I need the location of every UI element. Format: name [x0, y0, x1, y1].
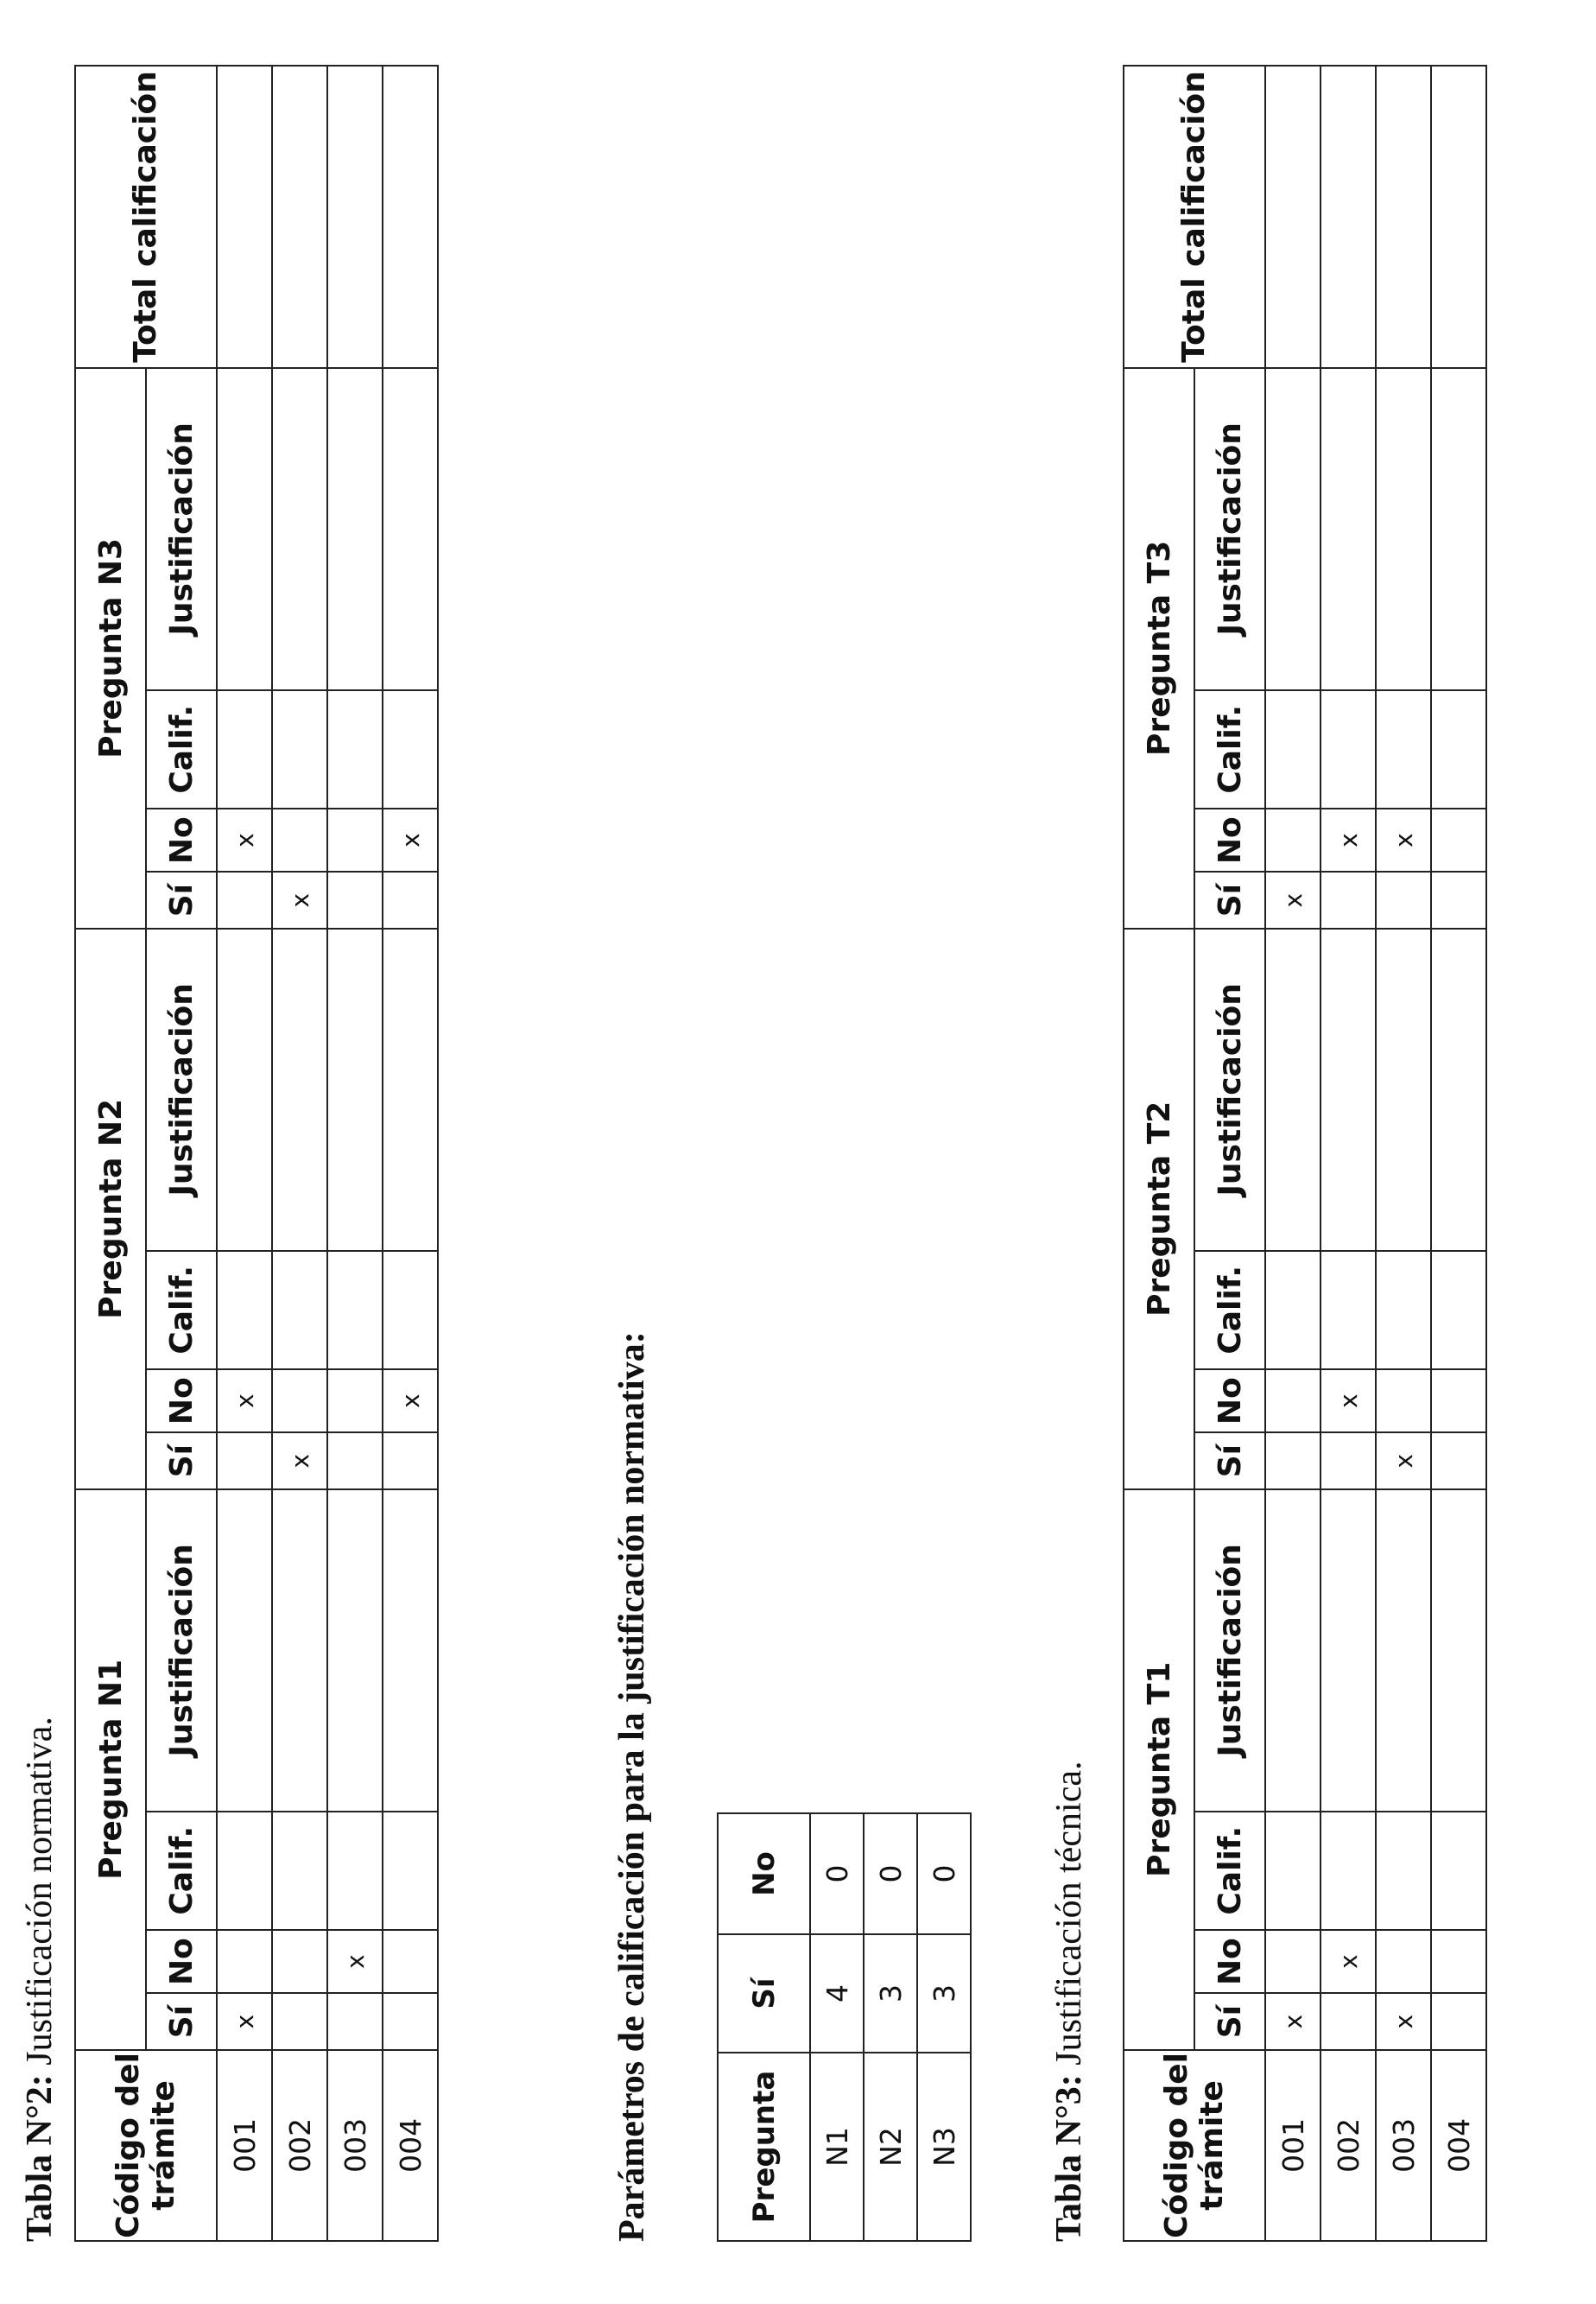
justificacion-cell — [327, 1489, 383, 1812]
justificacion-cell — [1376, 368, 1431, 690]
table3-group-t1: Pregunta T1 — [1124, 1489, 1194, 2050]
total-cell — [217, 66, 272, 368]
params-si-cell: 3 — [917, 1934, 971, 2053]
table2-no-header: No — [146, 1930, 217, 1994]
justificacion-cell — [272, 1489, 327, 1812]
si-cell — [1320, 1432, 1376, 1488]
table2-calif-header: Calif. — [146, 1812, 217, 1930]
params-no-cell: 0 — [810, 1813, 864, 1934]
justificacion-cell — [1376, 1489, 1431, 1812]
no-cell — [272, 1930, 327, 1994]
total-cell — [1431, 66, 1486, 368]
justificacion-cell — [383, 368, 438, 690]
params-heading: Parámetros de calificación para la justificación normativa: — [612, 1331, 652, 2242]
params-no-header: No — [718, 1813, 810, 1934]
table2-group-n2: Pregunta N2 — [75, 929, 146, 1489]
table3-no-header: No — [1194, 1930, 1265, 1994]
si-cell: x — [1265, 873, 1320, 929]
code-cell: 004 — [1431, 2050, 1486, 2241]
table3-group-t3: Pregunta T3 — [1124, 368, 1194, 929]
calif-cell — [383, 1812, 438, 1930]
calif-cell — [1265, 1812, 1320, 1930]
si-cell: x — [1376, 1432, 1431, 1488]
params-pregunta-cell: N2 — [864, 2053, 917, 2241]
total-cell — [1320, 66, 1376, 368]
calif-cell — [1320, 1812, 1376, 1930]
justificacion-cell — [1376, 929, 1431, 1251]
no-cell — [1431, 809, 1486, 873]
calif-cell — [1320, 1251, 1376, 1369]
si-cell — [1265, 1432, 1320, 1488]
table2-total-header: Total calificación — [75, 66, 217, 368]
justificacion-cell — [217, 929, 272, 1251]
si-cell — [1376, 873, 1431, 929]
table2-si-header: Sí — [146, 1993, 217, 2049]
si-cell — [272, 1993, 327, 2049]
no-cell: x — [1320, 1930, 1376, 1994]
no-cell: x — [1320, 809, 1376, 873]
table3 — [1123, 65, 1487, 2242]
params-si-cell: 4 — [810, 1934, 864, 2053]
total-cell — [383, 66, 438, 368]
si-cell — [327, 873, 383, 929]
calif-cell — [217, 690, 272, 809]
calif-cell — [383, 690, 438, 809]
total-cell — [272, 66, 327, 368]
calif-cell — [383, 1251, 438, 1369]
total-cell — [327, 66, 383, 368]
table3-no-header: No — [1194, 1369, 1265, 1433]
no-cell — [1265, 809, 1320, 873]
table2-si-header: Sí — [146, 873, 217, 929]
justificacion-cell — [272, 929, 327, 1251]
justificacion-cell — [1320, 1489, 1376, 1812]
table2-calif-header: Calif. — [146, 1251, 217, 1369]
table3-code-header: Código del trámite — [1124, 2050, 1265, 2241]
table3-calif-header: Calif. — [1194, 1812, 1265, 1930]
no-cell — [383, 1930, 438, 1994]
table3-si-header: Sí — [1194, 1993, 1265, 2049]
params-pregunta-cell: N3 — [917, 2053, 971, 2241]
table2-no-header: No — [146, 1369, 217, 1433]
no-cell — [1265, 1930, 1320, 1994]
table3-si-header: Sí — [1194, 873, 1265, 929]
table2-si-header: Sí — [146, 1432, 217, 1488]
si-cell — [383, 1432, 438, 1488]
calif-cell — [1431, 1251, 1486, 1369]
si-cell: x — [1376, 1993, 1431, 2049]
justificacion-cell — [327, 929, 383, 1251]
table2-calif-header: Calif. — [146, 690, 217, 809]
table-row — [1376, 66, 1431, 2241]
table-row — [327, 66, 383, 2241]
table3-group-t2: Pregunta T2 — [1124, 929, 1194, 1489]
code-cell: 001 — [1265, 2050, 1320, 2241]
si-cell — [1320, 1993, 1376, 2049]
si-cell — [217, 873, 272, 929]
params-no-cell: 0 — [864, 1813, 917, 1934]
no-cell — [327, 1369, 383, 1433]
code-cell: 002 — [1320, 2050, 1376, 2241]
si-cell: x — [272, 873, 327, 929]
table-row — [1265, 66, 1320, 2241]
si-cell: x — [217, 1993, 272, 2049]
calif-cell — [327, 1812, 383, 1930]
total-cell — [1265, 66, 1320, 368]
calif-cell — [327, 1251, 383, 1369]
params-si-cell: 3 — [864, 1934, 917, 2053]
no-cell: x — [217, 809, 272, 873]
justificacion-cell — [1431, 1489, 1486, 1812]
table3-justificacion-header: Justificación — [1194, 1489, 1265, 1812]
calif-cell — [217, 1812, 272, 1930]
si-cell: x — [272, 1432, 327, 1488]
params-pregunta-cell: N1 — [810, 2053, 864, 2241]
code-cell: 003 — [1376, 2050, 1431, 2241]
calif-cell — [1265, 690, 1320, 809]
calif-cell — [1265, 1251, 1320, 1369]
justificacion-cell — [1265, 929, 1320, 1251]
calif-cell — [1376, 1251, 1431, 1369]
params-pregunta-header: Pregunta — [718, 2053, 810, 2241]
si-cell — [327, 1993, 383, 2049]
no-cell — [272, 1369, 327, 1433]
no-cell — [1265, 1369, 1320, 1433]
code-cell: 002 — [272, 2050, 327, 2241]
table3-calif-header: Calif. — [1194, 1251, 1265, 1369]
si-cell: x — [1265, 1993, 1320, 2049]
no-cell: x — [217, 1369, 272, 1433]
si-cell — [1431, 873, 1486, 929]
table-row — [1320, 66, 1376, 2241]
calif-cell — [217, 1251, 272, 1369]
code-cell: 001 — [217, 2050, 272, 2241]
calif-cell — [1431, 690, 1486, 809]
no-cell: x — [1320, 1369, 1376, 1433]
si-cell — [1431, 1432, 1486, 1488]
calif-cell — [1320, 690, 1376, 809]
table2-code-header: Código del trámite — [75, 2050, 217, 2241]
no-cell: x — [383, 809, 438, 873]
si-cell — [383, 873, 438, 929]
table3-calif-header: Calif. — [1194, 690, 1265, 809]
table2-caption: Tabla N°2: Justificación normativa. — [20, 1717, 60, 2242]
si-cell — [327, 1432, 383, 1488]
no-cell: x — [1376, 809, 1431, 873]
justificacion-cell — [1265, 1489, 1320, 1812]
total-cell — [1376, 66, 1431, 368]
table-row — [917, 1813, 971, 2241]
no-cell — [217, 1930, 272, 1994]
no-cell — [1376, 1930, 1431, 1994]
params-table — [717, 1812, 972, 2242]
table-row — [217, 66, 272, 2241]
table2-group-n3: Pregunta N3 — [75, 368, 146, 929]
justificacion-cell — [327, 368, 383, 690]
si-cell — [217, 1432, 272, 1488]
table3-no-header: No — [1194, 809, 1265, 873]
table-row — [1431, 66, 1486, 2241]
no-cell: x — [327, 1930, 383, 1994]
table3-total-header: Total calificación — [1124, 66, 1265, 368]
table3-justificacion-header: Justificación — [1194, 929, 1265, 1251]
params-si-header: Sí — [718, 1934, 810, 2053]
no-cell — [1376, 1369, 1431, 1433]
params-no-cell: 0 — [917, 1813, 971, 1934]
justificacion-cell — [1431, 368, 1486, 690]
calif-cell — [272, 690, 327, 809]
si-cell — [1320, 873, 1376, 929]
justificacion-cell — [1265, 368, 1320, 690]
justificacion-cell — [1320, 929, 1376, 1251]
no-cell: x — [383, 1369, 438, 1433]
si-cell — [1431, 1993, 1486, 2049]
justificacion-cell — [1320, 368, 1376, 690]
table-row — [383, 66, 438, 2241]
code-cell: 004 — [383, 2050, 438, 2241]
justificacion-cell — [383, 929, 438, 1251]
table2-justificacion-header: Justificación — [146, 929, 217, 1251]
justificacion-cell — [217, 1489, 272, 1812]
justificacion-cell — [217, 368, 272, 690]
justificacion-cell — [1431, 929, 1486, 1251]
table3-caption: Tabla N°3: Justificación técnica. — [1049, 1761, 1089, 2242]
table-row — [272, 66, 327, 2241]
table2-group-n1: Pregunta N1 — [75, 1489, 146, 2050]
no-cell — [327, 809, 383, 873]
no-cell — [272, 809, 327, 873]
table-row — [810, 1813, 864, 2241]
si-cell — [383, 1993, 438, 2049]
table2-justificacion-header: Justificación — [146, 1489, 217, 1812]
justificacion-cell — [383, 1489, 438, 1812]
calif-cell — [1376, 690, 1431, 809]
code-cell: 003 — [327, 2050, 383, 2241]
no-cell — [1431, 1369, 1486, 1433]
calif-cell — [327, 690, 383, 809]
table-row — [864, 1813, 917, 2241]
justificacion-cell — [272, 368, 327, 690]
table2-no-header: No — [146, 809, 217, 873]
table2-justificacion-header: Justificación — [146, 368, 217, 690]
no-cell — [1431, 1930, 1486, 1994]
calif-cell — [1376, 1812, 1431, 1930]
table3-justificacion-header: Justificación — [1194, 368, 1265, 690]
calif-cell — [1431, 1812, 1486, 1930]
table2 — [74, 65, 439, 2242]
calif-cell — [272, 1251, 327, 1369]
table3-si-header: Sí — [1194, 1432, 1265, 1488]
calif-cell — [272, 1812, 327, 1930]
